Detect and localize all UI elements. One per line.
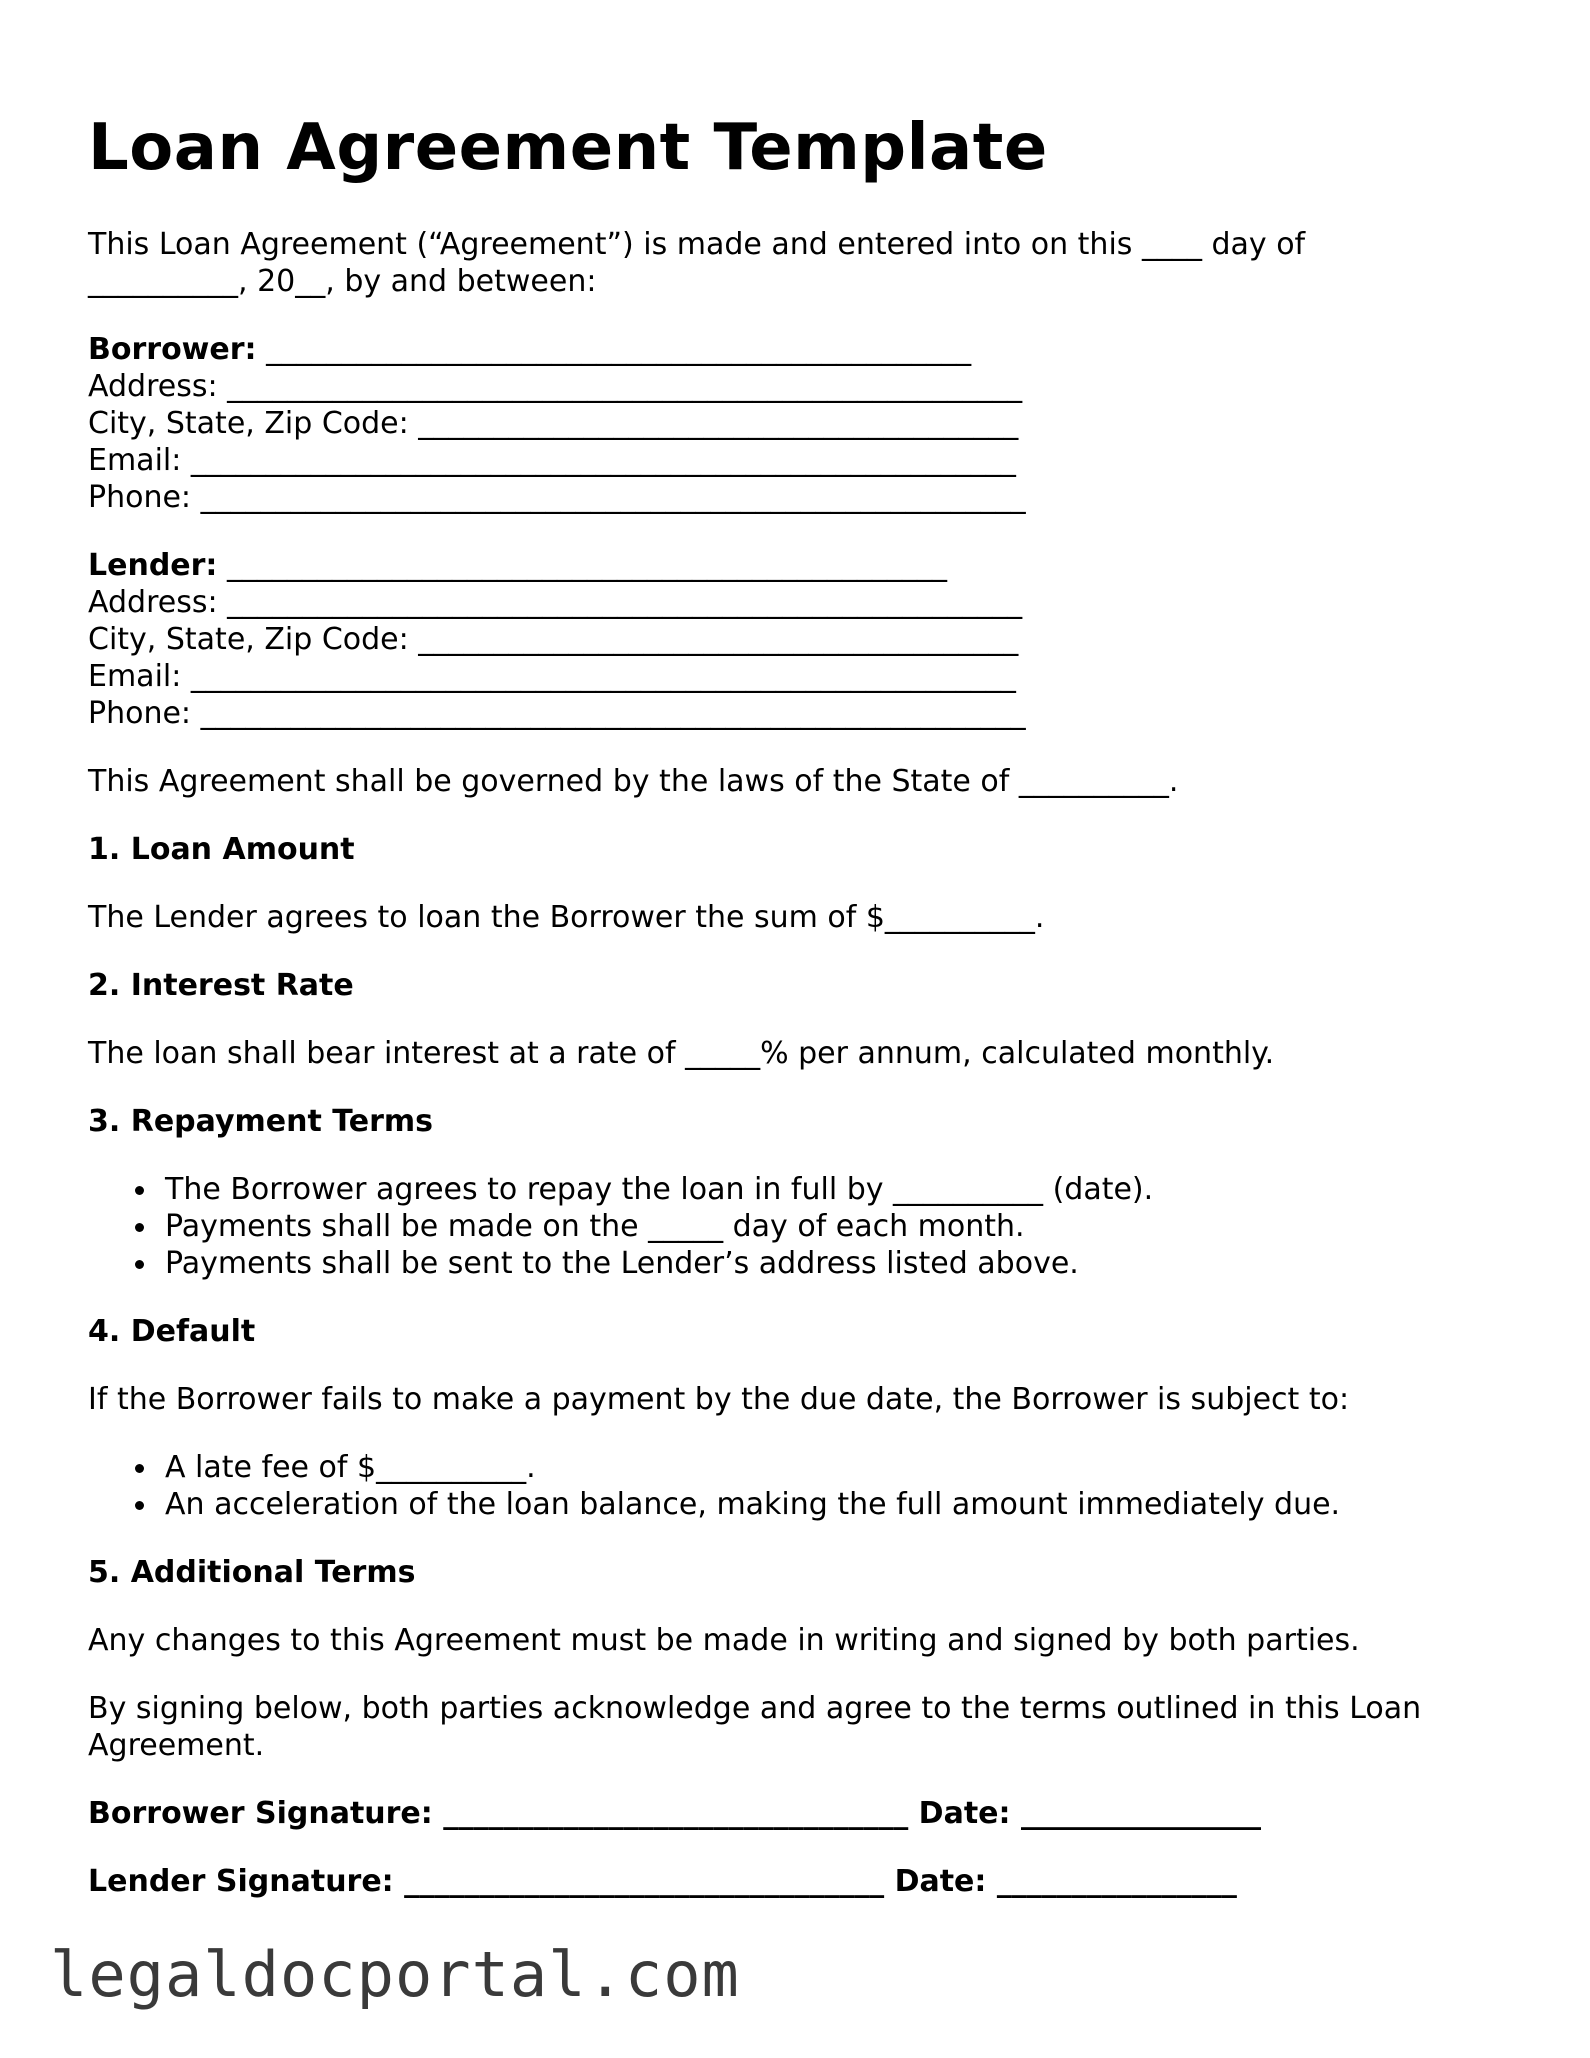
borrower-signature-line: Borrower Signature: _______________________________ Date: ________________ bbox=[88, 1796, 1261, 1831]
additional-text: Any changes to this Agreement must be made in writing and signed by both parties. bbox=[88, 1623, 1360, 1658]
lender-city: City, State, Zip Code: ________________________________________ bbox=[88, 622, 1019, 657]
list-item: Payments shall be made on the _____ day of each month. bbox=[165, 1208, 1508, 1245]
loan-amount-text: The Lender agrees to loan the Borrower the sum of $__________. bbox=[88, 900, 1045, 935]
lender-signature-line: Lender Signature: ________________________________ Date: ________________ bbox=[88, 1864, 1237, 1899]
acknowledgement-paragraph bbox=[88, 1690, 1508, 1764]
acknowledgement-line-2: Agreement. bbox=[88, 1728, 265, 1763]
borrower-city: City, State, Zip Code: ________________________________________ bbox=[88, 406, 1019, 441]
borrower-address: Address: _____________________________________________________ bbox=[88, 369, 1023, 404]
section-heading-additional: 5. Additional Terms bbox=[88, 1555, 416, 1590]
section-heading-interest-rate: 2. Interest Rate bbox=[88, 968, 354, 1003]
lender-name-line bbox=[88, 547, 1508, 584]
intro-line-2: __________, 20__, by and between: bbox=[88, 264, 597, 299]
borrower-label: Borrower: bbox=[88, 332, 257, 367]
default-list bbox=[88, 1449, 1508, 1523]
interest-rate-text: The loan shall bear interest at a rate of _____% per annum, calculated monthly. bbox=[88, 1036, 1275, 1071]
section-heading-default: 4. Default bbox=[88, 1314, 256, 1349]
lender-name-blank: ________________________________________________ bbox=[217, 548, 947, 583]
list-item: A late fee of $__________. bbox=[165, 1449, 1508, 1486]
borrower-block bbox=[88, 331, 1508, 516]
lender-label: Lender: bbox=[88, 548, 218, 583]
lender-address: Address: _____________________________________________________ bbox=[88, 585, 1023, 620]
acknowledgement-line-1: By signing below, both parties acknowledge and agree to the terms outlined in this Loan bbox=[88, 1691, 1422, 1726]
section-heading-repayment: 3. Repayment Terms bbox=[88, 1104, 433, 1139]
borrower-email: Email: _______________________________________________________ bbox=[88, 443, 1016, 478]
list-item: An acceleration of the loan balance, making the full amount immediately due. bbox=[165, 1486, 1508, 1523]
section-heading-loan-amount: 1. Loan Amount bbox=[88, 832, 355, 867]
lender-email: Email: _______________________________________________________ bbox=[88, 659, 1016, 694]
site-watermark: legaldocportal.com bbox=[50, 1938, 740, 2011]
repayment-list bbox=[88, 1171, 1508, 1282]
page-title: Loan Agreement Template bbox=[88, 111, 1048, 185]
intro-paragraph bbox=[88, 226, 1508, 300]
borrower-name-blank: _______________________________________________ bbox=[256, 332, 972, 367]
borrower-phone: Phone: _______________________________________________________ bbox=[88, 480, 1026, 515]
governing-law: This Agreement shall be governed by the laws of the State of __________. bbox=[88, 764, 1179, 799]
document-page bbox=[88, 108, 1508, 1931]
list-item: Payments shall be sent to the Lender’s address listed above. bbox=[165, 1245, 1508, 1282]
default-text: If the Borrower fails to make a payment by the due date, the Borrower is subject to: bbox=[88, 1382, 1350, 1417]
list-item: The Borrower agrees to repay the loan in full by __________ (date). bbox=[165, 1171, 1508, 1208]
lender-block bbox=[88, 547, 1508, 732]
intro-line-1: This Loan Agreement (“Agreement”) is made and entered into on this ____ day of bbox=[88, 227, 1306, 262]
borrower-name-line bbox=[88, 331, 1508, 368]
lender-phone: Phone: _______________________________________________________ bbox=[88, 696, 1026, 731]
